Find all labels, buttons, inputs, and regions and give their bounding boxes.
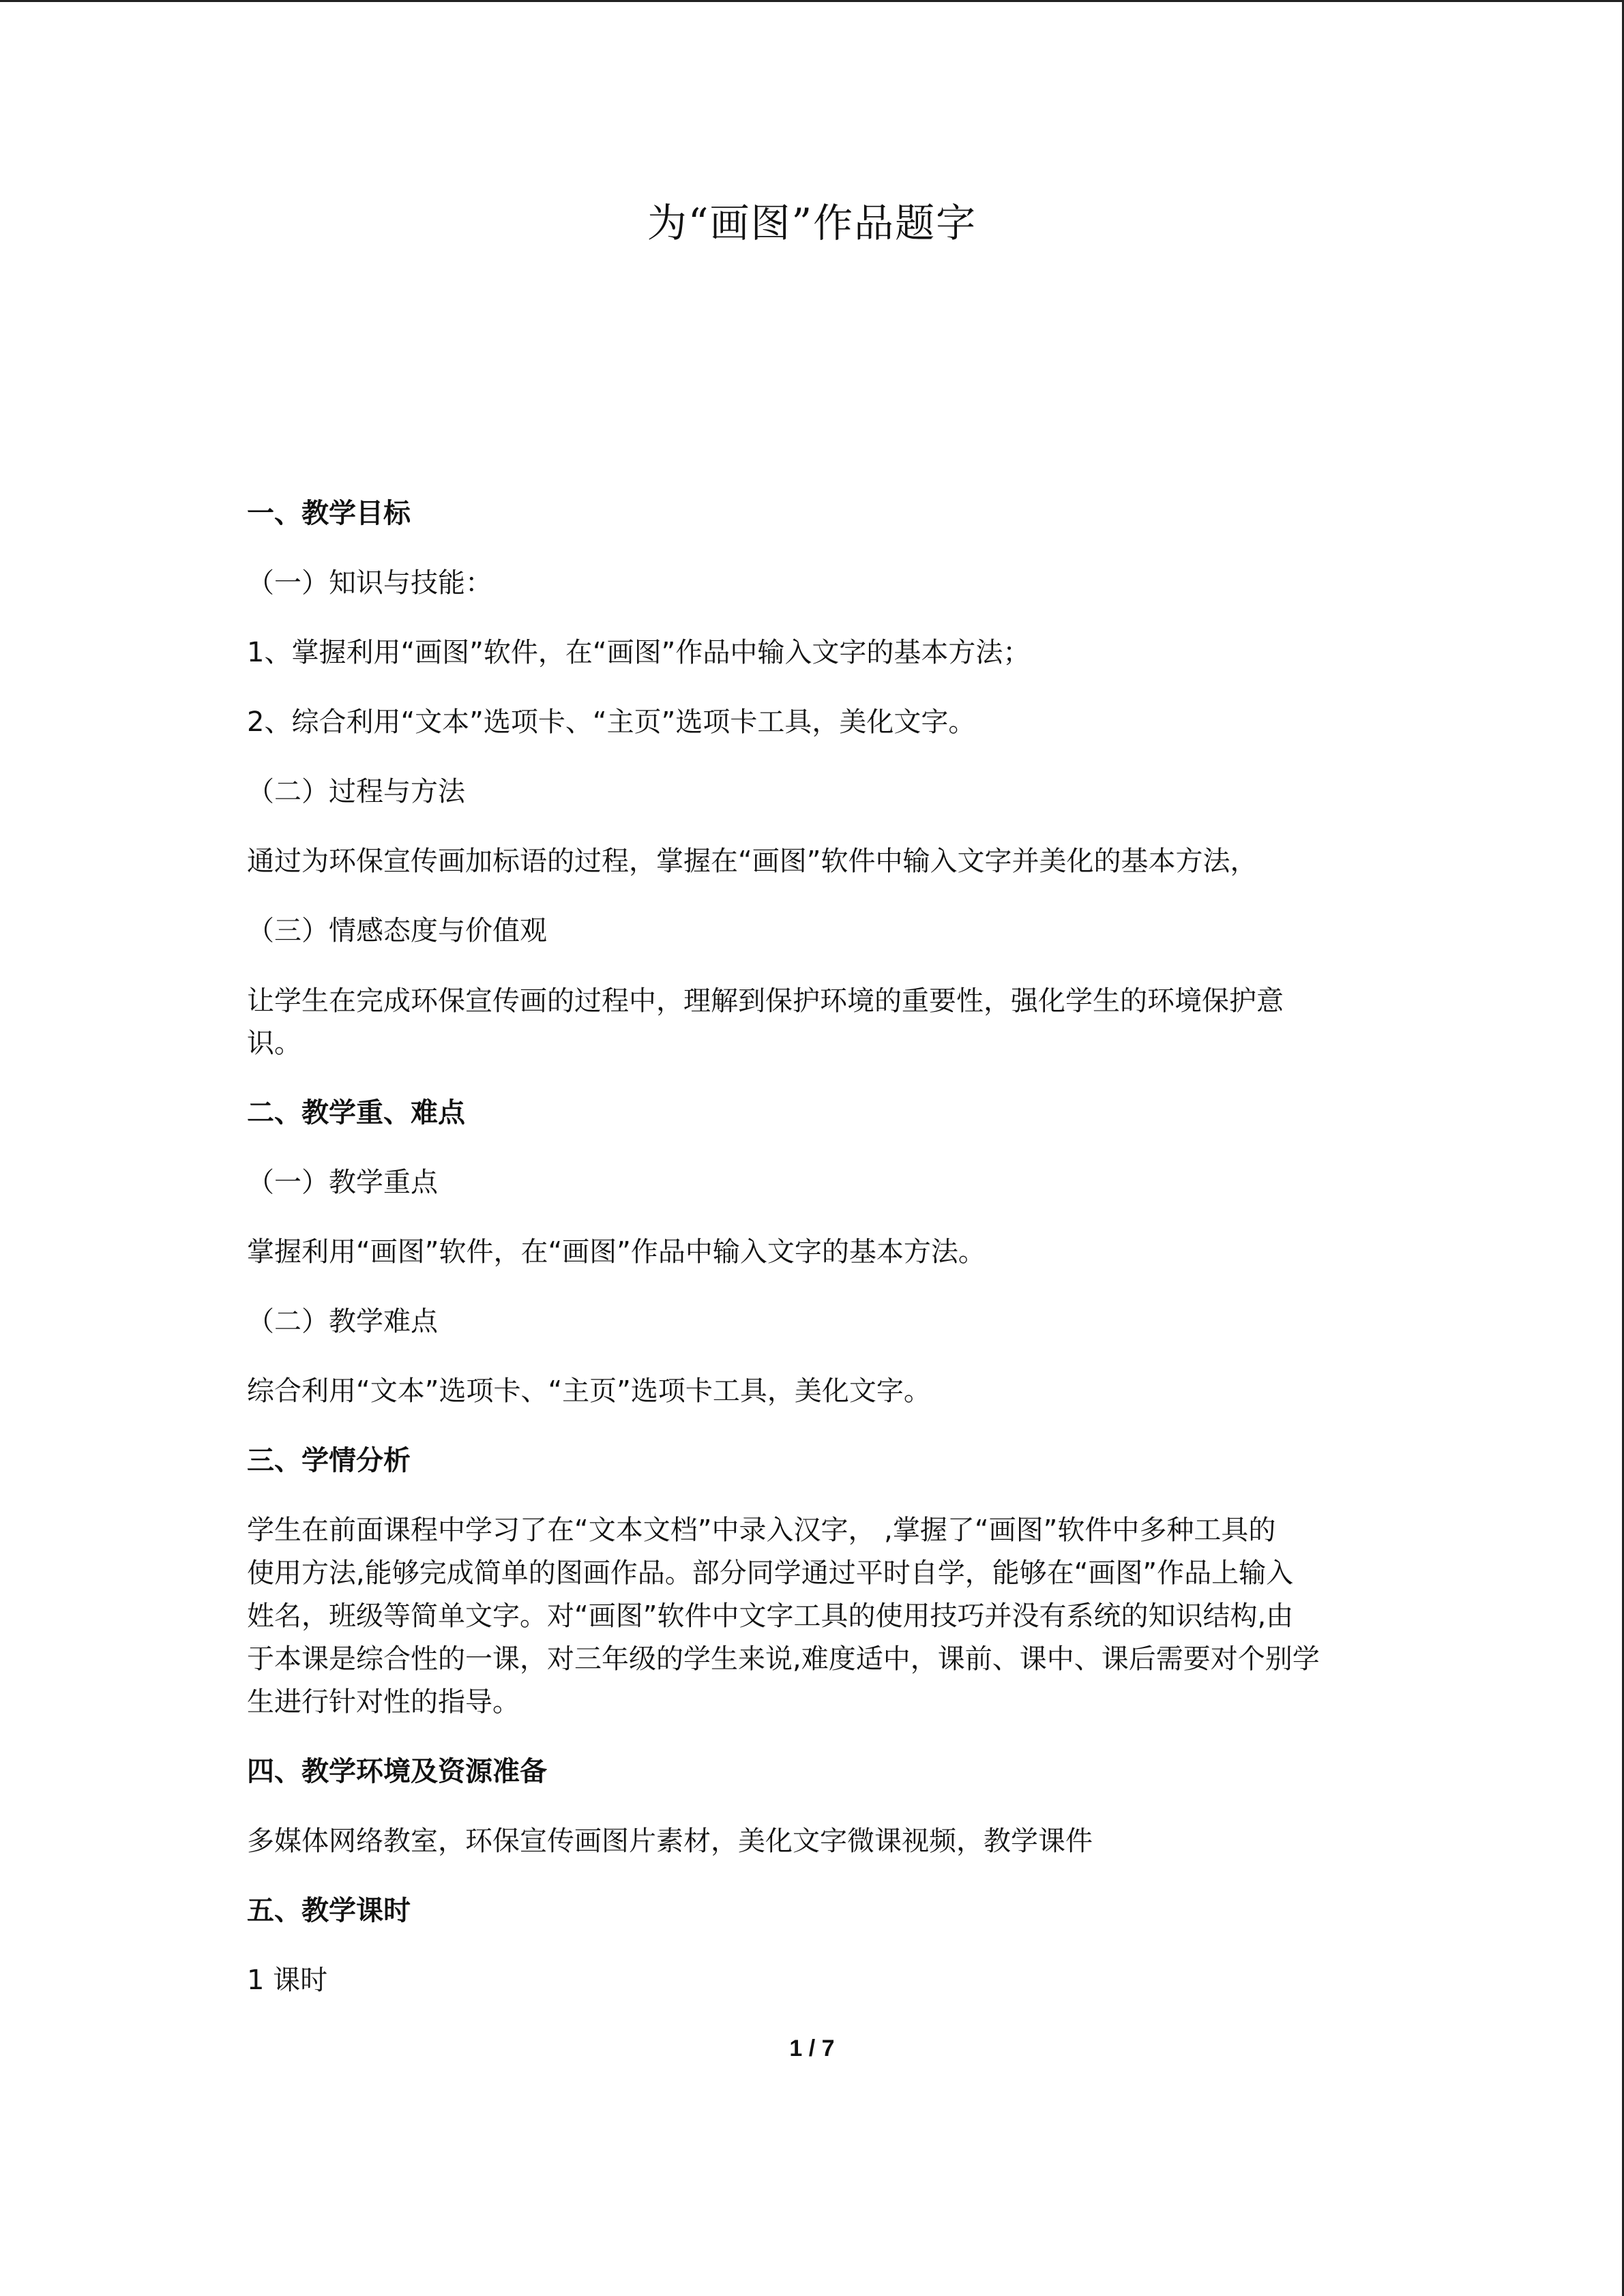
key-points-text: 掌握利用“画图”软件，在“画图”作品中输入文字的基本方法。 xyxy=(247,1236,986,1268)
section-heading-key-difficult: 二、教学重、难点 xyxy=(247,1097,465,1129)
learner-analysis-line-4: 于本课是综合性的一课，对三年级的学生来说,难度适中，课前、课中、课后需要对个别学 xyxy=(247,1643,1320,1675)
objective-item-2: 2、综合利用“文本”选项卡、“主页”选项卡工具，美化文字。 xyxy=(247,706,976,738)
subheading-knowledge-skills: （一）知识与技能： xyxy=(247,567,492,599)
environment-text: 多媒体网络教室，环保宣传画图片素材，美化文字微课视频，教学课件 xyxy=(247,1825,1093,1857)
section-heading-class-hours: 五、教学课时 xyxy=(247,1895,411,1926)
learner-analysis-line-5: 生进行针对性的指导。 xyxy=(247,1686,520,1718)
learner-analysis-line-1: 学生在前面课程中学习了在“文本文档”中录入汉字， ,掌握了“画图”软件中多种工具的 xyxy=(247,1515,1276,1546)
section-heading-environment: 四、教学环境及资源准备 xyxy=(247,1756,547,1787)
subheading-key-points: （一）教学重点 xyxy=(247,1167,438,1198)
subheading-process-method: （二）过程与方法 xyxy=(247,776,465,807)
attitude-values-text-line-1: 让学生在完成环保宣传画的过程中，理解到保护环境的重要性，强化学生的环境保护意 xyxy=(247,985,1284,1017)
difficult-points-text: 综合利用“文本”选项卡、“主页”选项卡工具，美化文字。 xyxy=(247,1375,931,1407)
objective-item-1: 1、掌握利用“画图”软件，在“画图”作品中输入文字的基本方法； xyxy=(247,637,1031,668)
learner-analysis-line-2: 使用方法,能够完成简单的图画作品。部分同学通过平时自学，能够在“画图”作品上输入 xyxy=(247,1557,1294,1589)
document-title: 为“画图”作品题字 xyxy=(647,200,977,246)
page-number: 1 / 7 xyxy=(789,2036,835,2061)
process-method-text: 通过为环保宣传画加标语的过程，掌握在“画图”软件中输入文字并美化的基本方法， xyxy=(247,846,1258,877)
attitude-values-text-line-2: 识。 xyxy=(247,1028,301,1059)
class-hours-text: 1 课时 xyxy=(247,1965,328,1996)
page-border-top xyxy=(0,0,1624,2)
learner-analysis-line-3: 姓名，班级等简单文字。对“画图”软件中文字工具的使用技巧并没有系统的知识结构,由 xyxy=(247,1600,1294,1632)
subheading-difficult-points: （二）教学难点 xyxy=(247,1306,438,1337)
section-heading-learner-analysis: 三、学情分析 xyxy=(247,1445,411,1476)
section-heading-objectives: 一、教学目标 xyxy=(247,498,411,529)
subheading-attitude-values: （三）情感态度与价值观 xyxy=(247,915,547,946)
